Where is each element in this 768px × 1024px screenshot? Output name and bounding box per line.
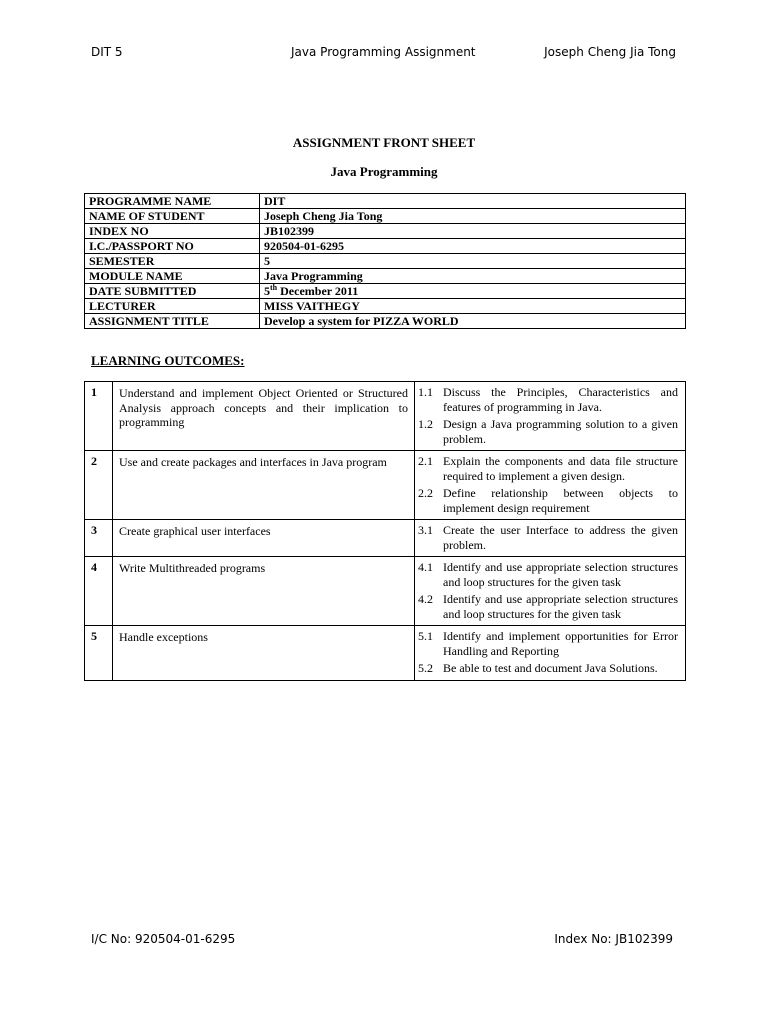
info-value: 920504-01-6295 bbox=[260, 239, 686, 254]
criterion bbox=[418, 523, 678, 552]
outcome-description: Write Multithreaded programs bbox=[113, 557, 415, 626]
table-row bbox=[85, 194, 686, 209]
outcome-description: Use and create packages and interfaces in Java program bbox=[113, 451, 415, 520]
info-label: NAME OF STUDENT bbox=[85, 209, 260, 224]
info-value: MISS VAITHEGY bbox=[260, 299, 686, 314]
info-value: Joseph Cheng Jia Tong bbox=[260, 209, 686, 224]
criterion-code: 3.1 bbox=[418, 523, 433, 537]
outcome-criteria bbox=[415, 451, 686, 520]
criterion-code: 2.1 bbox=[418, 454, 433, 468]
criterion-text: Discuss the Principles, Characteristics and features of programming in Java. bbox=[443, 385, 678, 414]
outcome-number: 5 bbox=[85, 626, 113, 681]
table-row bbox=[85, 269, 686, 284]
footer-index-number: Index No: JB102399 bbox=[554, 932, 673, 946]
table-row bbox=[85, 557, 686, 626]
criterion-code: 2.2 bbox=[418, 486, 433, 500]
table-row bbox=[85, 314, 686, 329]
criterion bbox=[418, 661, 678, 676]
table-row bbox=[85, 224, 686, 239]
page-header bbox=[91, 45, 676, 63]
outcome-number: 3 bbox=[85, 520, 113, 557]
info-label: I.C./PASSPORT NO bbox=[85, 239, 260, 254]
info-label: MODULE NAME bbox=[85, 269, 260, 284]
criterion-text: Identify and implement opportunities for Error Handling and Reporting bbox=[443, 629, 678, 658]
outcome-number: 2 bbox=[85, 451, 113, 520]
table-row bbox=[85, 299, 686, 314]
table-row bbox=[85, 451, 686, 520]
student-info-table bbox=[84, 193, 686, 329]
table-row bbox=[85, 254, 686, 269]
criterion-text: Identify and use appropriate selection structures and loop structures for the given task bbox=[443, 592, 678, 621]
info-label: PROGRAMME NAME bbox=[85, 194, 260, 209]
header-assignment: Java Programming Assignment bbox=[291, 45, 476, 59]
outcome-criteria bbox=[415, 520, 686, 557]
table-row bbox=[85, 520, 686, 557]
info-value: DIT bbox=[260, 194, 686, 209]
criterion bbox=[418, 454, 678, 483]
criterion bbox=[418, 417, 678, 446]
criterion bbox=[418, 629, 678, 658]
criterion-text: Design a Java programming solution to a given problem. bbox=[443, 417, 678, 446]
criterion bbox=[418, 385, 678, 414]
criterion bbox=[418, 486, 678, 515]
criterion-code: 5.2 bbox=[418, 661, 433, 675]
table-row bbox=[85, 209, 686, 224]
header-course: DIT 5 bbox=[91, 45, 123, 59]
outcome-criteria bbox=[415, 557, 686, 626]
info-value: Java Programming bbox=[260, 269, 686, 284]
table-row bbox=[85, 382, 686, 451]
outcome-description: Understand and implement Object Oriented or Structured Analysis approach concepts and their implication to programming bbox=[113, 382, 415, 451]
table-row bbox=[85, 239, 686, 254]
criterion-text: Explain the components and data file structure required to implement a given design. bbox=[443, 454, 678, 483]
info-value: Develop a system for PIZZA WORLD bbox=[260, 314, 686, 329]
criterion bbox=[418, 560, 678, 589]
date-rest: December 2011 bbox=[277, 284, 359, 298]
info-value bbox=[260, 284, 686, 299]
info-value: 5 bbox=[260, 254, 686, 269]
criterion-code: 4.1 bbox=[418, 560, 433, 574]
outcome-number: 1 bbox=[85, 382, 113, 451]
outcome-number: 4 bbox=[85, 557, 113, 626]
info-label: LECTURER bbox=[85, 299, 260, 314]
criterion-text: Define relationship between objects to implement design requirement bbox=[443, 486, 678, 515]
date-ordinal: th bbox=[270, 283, 278, 292]
outcome-criteria bbox=[415, 626, 686, 681]
info-label: INDEX NO bbox=[85, 224, 260, 239]
outcome-criteria bbox=[415, 382, 686, 451]
table-row bbox=[85, 284, 686, 299]
info-label: DATE SUBMITTED bbox=[85, 284, 260, 299]
criterion-code: 5.1 bbox=[418, 629, 433, 643]
criterion-code: 4.2 bbox=[418, 592, 433, 606]
page-title: ASSIGNMENT FRONT SHEET bbox=[292, 135, 476, 150]
date-day: 5 bbox=[264, 284, 270, 298]
table-row bbox=[85, 626, 686, 681]
info-label: SEMESTER bbox=[85, 254, 260, 269]
outcome-description: Handle exceptions bbox=[113, 626, 415, 681]
outcome-description: Create graphical user interfaces bbox=[113, 520, 415, 557]
criterion-text: Be able to test and document Java Solutions. bbox=[443, 661, 658, 675]
page-footer bbox=[91, 932, 673, 950]
learning-outcomes-table bbox=[84, 381, 686, 681]
criterion-text: Identify and use appropriate selection structures and loop structures for the given task bbox=[443, 560, 678, 589]
criterion-code: 1.1 bbox=[418, 385, 433, 399]
info-label: ASSIGNMENT TITLE bbox=[85, 314, 260, 329]
learning-outcomes-heading: LEARNING OUTCOMES: bbox=[91, 353, 245, 368]
criterion-text: Create the user Interface to address the given problem. bbox=[443, 523, 678, 552]
criterion-code: 1.2 bbox=[418, 417, 433, 431]
page-subtitle: Java Programming bbox=[330, 164, 438, 179]
criterion bbox=[418, 592, 678, 621]
header-student: Joseph Cheng Jia Tong bbox=[544, 45, 676, 59]
footer-ic-number: I/C No: 920504-01-6295 bbox=[91, 932, 236, 946]
info-value: JB102399 bbox=[260, 224, 686, 239]
